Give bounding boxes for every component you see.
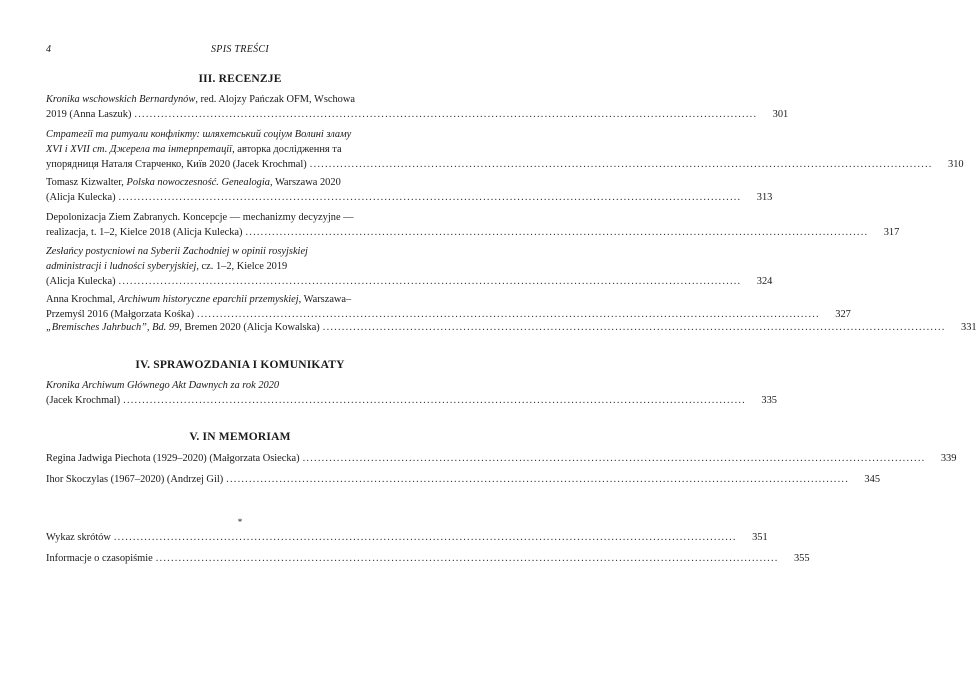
toc-entry-line xyxy=(46,142,434,157)
toc-entry-text: Przemyśl 2016 (Małgorzata Kośka) xyxy=(46,309,195,320)
dot-leader: .................................................................................................................................................................... xyxy=(226,474,850,485)
toc-entry-line xyxy=(46,320,977,335)
toc-page-number: 327 xyxy=(835,309,851,320)
toc-entry-text: , Bremen 2020 (Alicja Kowalska) xyxy=(179,322,320,333)
toc-entry xyxy=(46,378,777,408)
toc-entry-line xyxy=(46,225,900,240)
toc-page-number: 355 xyxy=(793,553,810,564)
toc-entry xyxy=(46,551,810,566)
toc-entry-line xyxy=(46,92,434,107)
toc-entry-title: XVI і XVII ст. Джерела та інтерпретації xyxy=(46,144,233,155)
toc-entry-line xyxy=(46,530,768,545)
toc-page-number: 301 xyxy=(772,109,789,120)
running-title: SPIS TREŚCI xyxy=(210,44,270,55)
toc-entry-line xyxy=(46,259,434,274)
toc-entry-text: , Warszawa– xyxy=(298,294,352,305)
toc-page-number: 324 xyxy=(756,276,773,287)
dot-leader: .................................................................................................................................................................... xyxy=(322,322,946,333)
toc-page-number: 331 xyxy=(961,322,977,333)
toc-entry-line xyxy=(46,551,810,566)
toc-entry-text: , Warszawa 2020 xyxy=(269,177,341,188)
separator-asterisk: * xyxy=(237,517,243,527)
toc-entry-line xyxy=(46,472,881,487)
toc-entry-text: , cz. 1–2, Kielce 2019 xyxy=(196,261,288,272)
toc-entry-text: realizacja, t. 1–2, Kielce 2018 (Alicja Kulecka) xyxy=(46,227,243,238)
toc-entry-text: (Jacek Krochmal) xyxy=(46,395,121,406)
toc-entry-line xyxy=(46,175,434,190)
toc-page-number: 313 xyxy=(756,192,773,203)
toc-entry xyxy=(46,175,773,205)
toc-entry-text: Informacje o czasopiśmie xyxy=(46,553,153,564)
running-header xyxy=(46,44,434,58)
toc-entry-line xyxy=(46,107,789,122)
toc-entry-text: Ihor Skoczylas (1967–2020) (Andrzej Gil) xyxy=(46,474,224,485)
toc-entry-line: Depolonizacja Ziem Zabranych. Koncepcje — mechanizmy decyzyjne — xyxy=(46,212,354,223)
toc-entry xyxy=(46,244,773,289)
dot-leader: .................................................................................................................................................................... xyxy=(134,109,758,120)
toc-entry-author: Anna Krochmal, xyxy=(46,294,118,305)
toc-entry xyxy=(46,472,881,487)
section-heading-memoriam: V. IN MEMORIAM xyxy=(189,431,291,443)
toc-entry-line xyxy=(46,274,773,289)
toc-entry-line xyxy=(46,393,777,408)
dot-leader: .................................................................................................................................................................... xyxy=(302,453,926,464)
toc-page-number: 335 xyxy=(761,395,777,406)
toc-entry-line xyxy=(46,190,773,205)
page-number: 4 xyxy=(46,44,51,55)
toc-entry-text: Regina Jadwiga Piechota (1929–2020) (Małgorzata Osiecka) xyxy=(46,453,300,464)
toc-entry-title: „Bremisches Jahrbuch”, Bd. 99 xyxy=(46,322,180,333)
toc-entry-line xyxy=(46,451,957,466)
toc-entry-line: Kronika Archiwum Głównego Akt Dawnych za rok 2020 xyxy=(46,380,280,391)
toc-entry-text: упорядниця Наталя Старченко, Київ 2020 (Jacek Krochmal) xyxy=(46,159,307,170)
dot-leader: .................................................................................................................................................................... xyxy=(123,395,746,406)
dot-leader: .................................................................................................................................................................... xyxy=(155,553,779,564)
toc-entry-title: Polska nowoczesność. Genealogia xyxy=(126,177,270,188)
toc-entry-title: Archiwum historyczne eparchii przemyskiej xyxy=(117,294,299,305)
dot-leader: .................................................................................................................................................................... xyxy=(197,309,820,320)
section-heading-recenzje: III. RECENZJE xyxy=(198,73,282,85)
toc-page-number: 310 xyxy=(948,159,964,170)
toc-entry-line xyxy=(46,157,964,172)
toc-entry-line xyxy=(46,292,434,307)
toc-entry-title: Kronika wschowskich Bernardynów xyxy=(46,94,196,105)
toc-entry xyxy=(46,210,900,240)
toc-page-number: 345 xyxy=(864,474,881,485)
dot-leader: .................................................................................................................................................................... xyxy=(118,192,742,203)
toc-entry-text: 2019 (Anna Laszuk) xyxy=(46,109,132,120)
toc-entry-text: (Alicja Kulecka) xyxy=(46,192,116,203)
section-heading-sprawozdania: IV. SPRAWOZDANIA I KOMUNIKATY xyxy=(135,359,345,371)
toc-entry xyxy=(46,92,789,122)
toc-entry-text: , red. Alojzy Pańczak OFM, Wschowa xyxy=(195,94,355,105)
toc-entry-text: , авторка дослідження та xyxy=(232,144,342,155)
toc-entry xyxy=(46,451,957,466)
toc-entry-text: (Alicja Kulecka) xyxy=(46,276,116,287)
toc-entry-line: Стратегії та ритуали конфлікту: шляхетський соціум Волині зламу xyxy=(46,129,352,140)
dot-leader: .................................................................................................................................................................... xyxy=(309,159,933,170)
toc-entry-author: Tomasz Kizwalter, xyxy=(46,177,127,188)
toc-entry xyxy=(46,320,977,335)
toc-page-number: 351 xyxy=(752,532,768,543)
toc-entry xyxy=(46,292,851,322)
dot-leader: .................................................................................................................................................................... xyxy=(245,227,869,238)
toc-entry-text xyxy=(46,320,320,335)
toc-page-number: 317 xyxy=(883,227,900,238)
toc-entry-text: Wykaz skrótów xyxy=(46,532,111,543)
toc-entry-title: administracji i ludności syberyjskiej xyxy=(46,261,197,272)
dot-leader: .................................................................................................................................................................... xyxy=(118,276,742,287)
toc-page-number: 339 xyxy=(940,453,957,464)
dot-leader: .................................................................................................................................................................... xyxy=(113,532,737,543)
toc-entry xyxy=(46,530,768,545)
toc-entry-line: Zesłańcy postycniowi na Syberii Zachodniej w opinii rosyjskiej xyxy=(46,246,308,257)
toc-entry xyxy=(46,127,964,172)
